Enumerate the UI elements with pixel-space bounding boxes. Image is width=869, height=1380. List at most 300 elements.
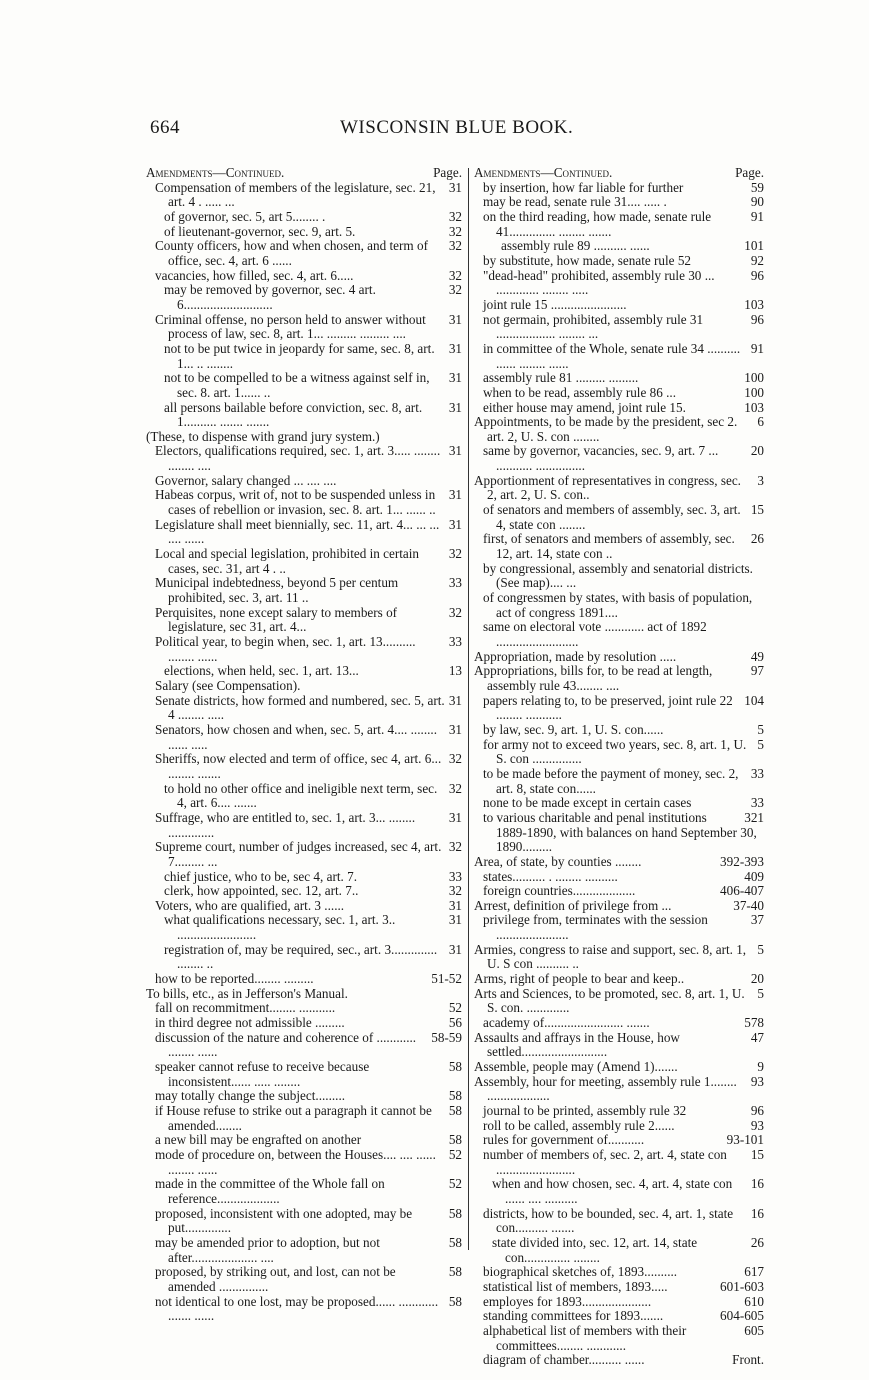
entry-text: either house may amend, joint rule 15.: [483, 399, 686, 415]
entry-text: proposed, by striking out, and lost, can not be amended ...............: [155, 1264, 396, 1294]
entry-text: of lieutenant-governor, sec. 9, art. 5.: [164, 223, 356, 239]
entry-text: academy of........................ .......: [483, 1015, 650, 1031]
index-entry: [146, 972, 462, 987]
entry-text: not identical to one lost, may be proposed...... ............ ....... ......: [155, 1293, 439, 1324]
index-entry: [474, 313, 764, 342]
entry-page-ref: 33: [448, 634, 462, 649]
entry-text: Supreme court, number of judges increased, sec 4, art. 7......... ...: [155, 839, 442, 869]
entry-text: not germain, prohibited, assembly rule 31 .................. ........ ...: [483, 311, 704, 342]
entry-text: rules for government of...........: [483, 1132, 645, 1148]
index-entry: [146, 430, 462, 445]
index-entry: [146, 694, 462, 723]
entry-text: made in the committee of the Whole fall on reference...................: [155, 1176, 385, 1206]
index-entry: [146, 1265, 462, 1294]
left-header-label: Amendments—Continued.: [146, 165, 285, 180]
entry-page-ref: 97: [750, 663, 764, 679]
index-entry: [474, 1031, 764, 1060]
index-entry: [474, 1148, 764, 1177]
index-entry: [146, 1060, 462, 1089]
index-entry: [474, 1016, 764, 1031]
entry-page-ref: 58-59: [431, 1029, 462, 1045]
index-entry: [146, 269, 462, 284]
entry-page-ref: 15: [750, 1146, 764, 1162]
index-entry: [146, 723, 462, 752]
entry-page-ref: 31: [448, 897, 462, 913]
entry-page-ref: 617: [744, 1264, 764, 1280]
entry-text: speaker cannot refuse to receive because inconsistent...... ..... ........: [155, 1059, 370, 1089]
page-number: 664: [150, 117, 180, 138]
entry-text: first, of senators and members of assembly, sec. 12, art. 14, state con ..: [483, 531, 735, 562]
entry-text: Sheriffs, now elected and term of office, sec 4, art. 6... ........ .......: [155, 751, 442, 781]
entry-page-ref: 321: [744, 809, 764, 825]
entry-page-ref: 26: [750, 1234, 764, 1250]
index-entry: [146, 313, 462, 342]
entry-page-ref: 5: [757, 985, 764, 1001]
entry-text: may be read, senate rule 31.... ..... .: [483, 194, 667, 210]
entry-text: assembly rule 81 ......... .........: [483, 370, 639, 386]
index-entry: [474, 1295, 764, 1310]
entry-page-ref: 32: [448, 839, 462, 855]
entry-text: County officers, how and when chosen, and term of office, sec. 4, art. 6 ......: [155, 238, 428, 268]
entry-text: Appropriations, bills for, to be read at length, assembly rule 43........ ....: [474, 663, 713, 693]
index-entry: [474, 415, 764, 444]
left-entries: [146, 181, 462, 1324]
entry-page-ref: 33: [750, 765, 764, 781]
index-entry: [474, 650, 764, 665]
entry-page-ref: 601-603: [720, 1278, 764, 1294]
entry-page-ref: 51-52: [431, 971, 462, 987]
entry-page-ref: 9: [757, 1059, 764, 1075]
index-entry: [474, 767, 764, 796]
entry-text: how to be reported........ .........: [155, 971, 314, 987]
entry-page-ref: 31: [448, 809, 462, 825]
entry-page-ref: 90: [750, 194, 764, 210]
index-entry: [146, 913, 462, 942]
index-entry: [146, 635, 462, 664]
entry-page-ref: 103: [744, 296, 764, 312]
entry-text: of congressmen by states, with basis of population, act of congress 1891....: [483, 590, 753, 620]
entry-page-ref: 31: [448, 692, 462, 708]
entry-page-ref: 32: [448, 223, 462, 239]
entry-text: same on electoral vote ............ act of 1892 .........................: [483, 619, 707, 649]
entry-page-ref: 578: [744, 1015, 764, 1031]
index-entry: [474, 1309, 764, 1324]
entry-text: Appointments, to be made by the president, sec 2. art. 2, U. S. con ........: [474, 414, 738, 444]
entry-text: biographical sketches of, 1893..........: [483, 1264, 678, 1280]
index-entry: [146, 1295, 462, 1324]
entry-page-ref: 33: [750, 795, 764, 811]
index-entry: [474, 899, 764, 914]
index-entry: [474, 1075, 764, 1104]
entry-page-ref: 58: [448, 1293, 462, 1309]
entry-text: a new bill may be engrafted on another: [155, 1132, 362, 1148]
index-entry: [146, 840, 462, 869]
index-entry: [474, 738, 764, 767]
entry-text: Municipal indebtedness, beyond 5 per centum prohibited, sec. 3, art. 11 ..: [155, 575, 399, 606]
left-index-column: [146, 166, 462, 1324]
index-entry: [474, 342, 764, 371]
entry-page-ref: 58: [448, 1088, 462, 1104]
index-entry: [146, 342, 462, 371]
right-index-column: [474, 166, 764, 1368]
entry-page-ref: 16: [750, 1176, 764, 1192]
entry-page-ref: 93: [750, 1073, 764, 1089]
entry-text: when to be read, assembly rule 86 ...: [483, 384, 676, 400]
entry-text: all persons bailable before conviction, sec. 8, art. 1.......... ....... .......: [164, 399, 423, 430]
entry-page-ref: 31: [448, 941, 462, 957]
index-entry: [474, 943, 764, 972]
left-column-header: [146, 166, 462, 181]
entry-page-ref: Front.: [732, 1352, 764, 1368]
entry-page-ref: 47: [750, 1029, 764, 1045]
index-entry: [146, 576, 462, 605]
index-entry: [146, 401, 462, 430]
entry-page-ref: 52: [448, 1146, 462, 1162]
entry-page-ref: 91: [750, 208, 764, 224]
right-column-header: [474, 166, 764, 181]
entry-text: by congressional, assembly and senatorial districts. (See map).... ...: [483, 560, 753, 591]
index-entry: [474, 1119, 764, 1134]
index-entry: [474, 1265, 764, 1280]
entry-page-ref: 32: [448, 751, 462, 767]
entry-text: to various charitable and penal institutions 1889-1890, with balances on hand September 30, 1890.........: [483, 809, 757, 855]
entry-text: in third degree not admissible .........: [155, 1015, 345, 1031]
index-entry: [146, 1016, 462, 1031]
entry-text: discussion of the nature and coherence of ............ ........ ......: [155, 1029, 417, 1060]
entry-page-ref: 58: [448, 1132, 462, 1148]
entry-text: papers relating to, to be preserved, joint rule 22 ........ ...........: [483, 692, 733, 723]
entry-page-ref: 103: [744, 399, 764, 415]
entry-text: on the third reading, how made, senate rule 41.............. ........ .......: [483, 208, 712, 239]
entry-text: Habeas corpus, writ of, not to be suspended unless in cases of rebellion or invasion, sec. 8. art. 1... ...... ..: [155, 487, 436, 518]
index-entry: [474, 1236, 764, 1265]
entry-text: Armies, congress to raise and support, sec. 8, art. 1, U. S con .......... ..: [474, 941, 747, 972]
entry-text: journal to be printed, assembly rule 32: [483, 1103, 687, 1118]
index-entry: [146, 664, 462, 679]
index-entry: [146, 371, 462, 400]
entry-page-ref: 52: [448, 1176, 462, 1192]
entry-text: none to be made except in certain cases: [483, 795, 692, 811]
entry-text: foreign countries...................: [483, 883, 636, 899]
entry-text: not to be compelled to be a witness against self in, sec. 8. art. 1...... ..: [164, 370, 430, 400]
entry-text: Political year, to begin when, sec. 1, art. 13.......... ........ ......: [155, 634, 416, 664]
index-entry: [474, 210, 764, 239]
entry-text: Assemble, people may (Amend 1).......: [474, 1059, 678, 1075]
index-entry: [146, 1133, 462, 1148]
entry-page-ref: 58: [448, 1103, 462, 1118]
index-entry: [474, 620, 764, 649]
index-entry: [146, 1031, 462, 1060]
entry-page-ref: 32: [448, 208, 462, 224]
entry-text: Voters, who are qualified, art. 3 ......: [155, 897, 345, 913]
index-entry: [146, 884, 462, 899]
index-entry: [146, 606, 462, 635]
entry-page-ref: 31: [448, 487, 462, 503]
entry-text: registration of, may be required, sec., art. 3.............. ........ ..: [164, 941, 438, 972]
index-entry: [146, 899, 462, 914]
entry-text: Area, of state, by counties ........: [474, 853, 642, 869]
entry-page-ref: 5: [757, 736, 764, 752]
entry-text: proposed, inconsistent with one adopted, may be put..............: [155, 1205, 413, 1236]
page-title: WISCONSIN BLUE BOOK.: [340, 117, 574, 138]
entry-text: by insertion, how far liable for further: [483, 179, 684, 195]
index-entry: [146, 811, 462, 840]
index-entry: [474, 1280, 764, 1295]
index-entry: [146, 547, 462, 576]
entry-page-ref: 52: [448, 1000, 462, 1016]
entry-text: Perquisites, none except salary to members of legislature, sec 31, art. 4...: [155, 604, 398, 635]
entry-text: states.......... . ........ ..........: [483, 868, 618, 884]
index-entry: [474, 913, 764, 942]
right-entries: [474, 181, 764, 1368]
entry-text: chief justice, who to be, sec 4, art. 7.: [164, 868, 357, 884]
entry-page-ref: 58: [448, 1234, 462, 1250]
index-entry: [146, 283, 462, 312]
entry-page-ref: 392-393: [720, 853, 764, 869]
index-entry: [474, 195, 764, 210]
entry-page-ref: 13: [448, 663, 462, 679]
index-entry: [474, 1324, 764, 1353]
entry-page-ref: 92: [750, 252, 764, 268]
entry-text: of governor, sec. 5, art 5........ .: [164, 208, 326, 224]
entry-page-ref: 49: [750, 648, 764, 664]
entry-page-ref: 31: [448, 516, 462, 532]
entry-text: assembly rule 89 .......... ......: [501, 238, 650, 254]
entry-text: Legislature shall meet biennially, sec. 11, art. 4... ... ... .... ......: [155, 516, 440, 547]
index-entry: [474, 239, 764, 254]
entry-text: by law, sec. 9, art. 1, U. S. con......: [483, 721, 664, 737]
index-entry: [474, 386, 764, 401]
entry-text: of senators and members of assembly, sec. 3, art. 4, state con ........: [483, 502, 741, 532]
entry-text: Apportionment of representatives in congress, sec. 2, art. 2, U. S. con..: [474, 472, 741, 503]
entry-text: alphabetical list of members with their committees........ ............: [483, 1322, 687, 1353]
index-entry: [146, 752, 462, 781]
index-entry: [474, 532, 764, 561]
entry-page-ref: 31: [448, 370, 462, 386]
index-entry: [146, 987, 462, 1002]
entry-text: "dead-head" prohibited, assembly rule 30 ... ............. ........ .....: [483, 267, 715, 298]
index-entry: [146, 488, 462, 517]
index-entry: [474, 298, 764, 313]
entry-page-ref: 37-40: [733, 897, 764, 913]
entry-text: privilege from, terminates with the session ......................: [483, 912, 708, 943]
entry-page-ref: 93-101: [726, 1132, 764, 1148]
index-entry: [146, 1089, 462, 1104]
index-entry: [146, 239, 462, 268]
entry-text: Suffrage, who are entitled to, sec. 1, art. 3... ........ ..............: [155, 809, 416, 840]
entry-text: Electors, qualifications required, sec. 1, art. 3..... ........ ........ ....: [155, 443, 441, 474]
entry-page-ref: 5: [757, 941, 764, 957]
entry-text: Assaults and affrays in the House, how settled..........................: [474, 1029, 680, 1060]
entry-page-ref: 32: [448, 780, 462, 796]
entry-text: if House refuse to strike out a paragraph it cannot be amended........: [155, 1103, 432, 1133]
entry-page-ref: 26: [750, 531, 764, 547]
entry-page-ref: 96: [750, 267, 764, 283]
entry-page-ref: 31: [448, 179, 462, 195]
index-entry: [146, 444, 462, 473]
entry-page-ref: 93: [750, 1117, 764, 1133]
right-header-label: Amendments—Continued.: [474, 165, 613, 180]
index-entry: [146, 782, 462, 811]
entry-page-ref: 32: [448, 282, 462, 298]
index-entry: [146, 679, 462, 694]
entry-page-ref: 101: [744, 238, 764, 254]
entry-text: Governor, salary changed ... .... ....: [155, 472, 337, 488]
index-entry: [474, 972, 764, 987]
index-entry: [474, 269, 764, 298]
index-entry: [474, 987, 764, 1016]
right-header-page-label: Page.: [735, 165, 764, 180]
entry-page-ref: 31: [448, 311, 462, 327]
index-entry: [146, 518, 462, 547]
entry-page-ref: 31: [448, 399, 462, 415]
entry-text: employes for 1893.....................: [483, 1293, 652, 1309]
index-entry: [146, 1207, 462, 1236]
index-entry: [146, 181, 462, 210]
entry-page-ref: 33: [448, 575, 462, 591]
entry-text: same by governor, vacancies, sec. 9, art. 7 ... ........... ...............: [483, 443, 719, 474]
index-entry: [474, 371, 764, 386]
index-entry: [474, 723, 764, 738]
entry-page-ref: 605: [744, 1322, 764, 1338]
entry-page-ref: 32: [448, 883, 462, 899]
entry-page-ref: 20: [750, 971, 764, 987]
entry-text: Arrest, definition of privilege from ...: [474, 897, 672, 913]
entry-page-ref: 37: [750, 912, 764, 928]
column-divider: [468, 168, 469, 1250]
index-entry: [474, 870, 764, 885]
index-entry: [474, 444, 764, 473]
entry-page-ref: 96: [750, 311, 764, 327]
entry-text: state divided into, sec. 12, art. 14, state con.............. ........: [492, 1234, 698, 1265]
entry-page-ref: 6: [757, 414, 764, 430]
entry-text: To bills, etc., as in Jefferson's Manual.: [146, 985, 348, 1001]
entry-page-ref: 58: [448, 1059, 462, 1075]
entry-text: Local and special legislation, prohibited in certain cases, sec. 31, art 4 . ..: [155, 546, 420, 576]
entry-text: Appropriation, made by resolution .....: [474, 648, 677, 664]
entry-text: Salary (see Compensation).: [155, 677, 301, 693]
index-entry: [474, 1060, 764, 1075]
entry-text: standing committees for 1893.......: [483, 1308, 664, 1324]
entry-text: may be amended prior to adoption, but not after.................... ....: [155, 1234, 380, 1265]
entry-page-ref: 104: [744, 692, 764, 708]
index-entry: [474, 474, 764, 503]
index-entry: [146, 870, 462, 885]
index-entry: [146, 1177, 462, 1206]
entry-page-ref: 96: [750, 1103, 764, 1118]
entry-text: diagram of chamber.......... ......: [483, 1352, 645, 1368]
entry-text: elections, when held, sec. 1, art. 13...: [164, 663, 359, 679]
entry-page-ref: 409: [744, 868, 764, 884]
entry-page-ref: 604-605: [720, 1308, 764, 1324]
entry-page-ref: 610: [744, 1293, 764, 1309]
entry-page-ref: 5: [757, 721, 764, 737]
entry-text: joint rule 15 .......................: [483, 296, 627, 312]
entry-text: to hold no other office and ineligible next term, sec. 4, art. 6.... .......: [164, 780, 438, 811]
entry-text: for army not to exceed two years, sec. 8, art. 1, U. S. con ...............: [483, 736, 747, 767]
index-entry: [474, 694, 764, 723]
entry-page-ref: 31: [448, 340, 462, 356]
entry-text: number of members of, sec. 2, art. 4, state con ........................: [483, 1146, 727, 1177]
index-entry: [474, 796, 764, 811]
entry-text: Arms, right of people to bear and keep..: [474, 971, 685, 987]
index-entry: [474, 401, 764, 416]
index-entry: [146, 943, 462, 972]
index-entry: [474, 1133, 764, 1148]
entry-text: mode of procedure on, between the Houses.... .... ...... ........ ......: [155, 1146, 436, 1177]
entry-page-ref: 31: [448, 443, 462, 459]
entry-page-ref: 100: [744, 384, 764, 400]
entry-text: vacancies, how filled, sec. 4, art. 6.....: [155, 267, 354, 283]
entry-text: Assembly, hour for meeting, assembly rule 1........ ...................: [474, 1073, 737, 1104]
entry-page-ref: 59: [750, 179, 764, 195]
entry-text: Senate districts, how formed and numbered, sec. 5, art. 4 ........ .....: [155, 692, 445, 723]
entry-text: districts, how to be bounded, sec. 4, art. 1, state con.......... .......: [483, 1205, 734, 1236]
entry-text: may be removed by governor, sec. 4 art. 6...........................: [164, 282, 376, 312]
entry-page-ref: 3: [757, 472, 764, 488]
index-entry: [474, 1207, 764, 1236]
index-entry: [474, 855, 764, 870]
entry-text: not to be put twice in jeopardy for same, sec. 8, art. 1... .. ........: [164, 340, 435, 371]
entry-page-ref: 33: [448, 868, 462, 884]
index-entry: [474, 181, 764, 196]
index-entry: [474, 811, 764, 855]
entry-page-ref: 20: [750, 443, 764, 459]
index-entry: [474, 562, 764, 591]
entry-text: fall on recommitment........ ...........: [155, 1000, 336, 1016]
entry-page-ref: 406-407: [720, 883, 764, 899]
entry-text: Arts and Sciences, to be promoted, sec. 8, art. 1, U. S. con. .............: [474, 985, 745, 1016]
entry-text: in committee of the Whole, senate rule 34 .......... ...... ........ ......: [483, 340, 741, 371]
entry-text: Compensation of members of the legislature, sec. 21, art. 4 . ..... ...: [155, 179, 436, 210]
entry-page-ref: 100: [744, 370, 764, 386]
index-entry: [474, 1353, 764, 1368]
entry-page-ref: 58: [448, 1205, 462, 1221]
entry-text: to be made before the payment of money, sec. 2, art. 8, state con......: [483, 765, 739, 796]
entry-text: clerk, how appointed, sec. 12, art. 7..: [164, 883, 359, 899]
entry-page-ref: 31: [448, 721, 462, 737]
index-entry: [474, 591, 764, 620]
entry-text: (These, to dispense with grand jury system.): [146, 428, 380, 444]
entry-text: by substitute, how made, senate rule 52: [483, 252, 692, 268]
entry-text: Criminal offense, no person held to answer without process of law, sec. 8, art. 1... ......... ......... ....: [155, 311, 426, 342]
entry-page-ref: 32: [448, 267, 462, 283]
entry-page-ref: 91: [750, 340, 764, 356]
entry-page-ref: 15: [750, 502, 764, 518]
index-entry: [474, 503, 764, 532]
index-entry: [146, 1104, 462, 1133]
entry-text: roll to be called, assembly rule 2......: [483, 1117, 675, 1133]
entry-page-ref: 58: [448, 1264, 462, 1280]
entry-page-ref: 32: [448, 546, 462, 562]
entry-page-ref: 32: [448, 604, 462, 620]
entry-page-ref: 16: [750, 1205, 764, 1221]
entry-text: Senators, how chosen and when, sec. 5, art. 4.... ........ ...... .....: [155, 721, 438, 752]
index-entry: [146, 210, 462, 225]
index-entry: [146, 1236, 462, 1265]
entry-text: statistical list of members, 1893.....: [483, 1278, 668, 1294]
entry-page-ref: 32: [448, 238, 462, 254]
index-entry: [474, 1104, 764, 1119]
index-entry: [146, 474, 462, 489]
left-header-page-label: Page.: [433, 165, 462, 180]
entry-page-ref: 56: [448, 1015, 462, 1031]
index-entry: [146, 1148, 462, 1177]
index-entry: [146, 225, 462, 240]
entry-text: may totally change the subject.........: [155, 1088, 346, 1104]
entry-text: what qualifications necessary, sec. 1, art. 3.. ........................: [164, 912, 396, 943]
index-entry: [474, 884, 764, 899]
